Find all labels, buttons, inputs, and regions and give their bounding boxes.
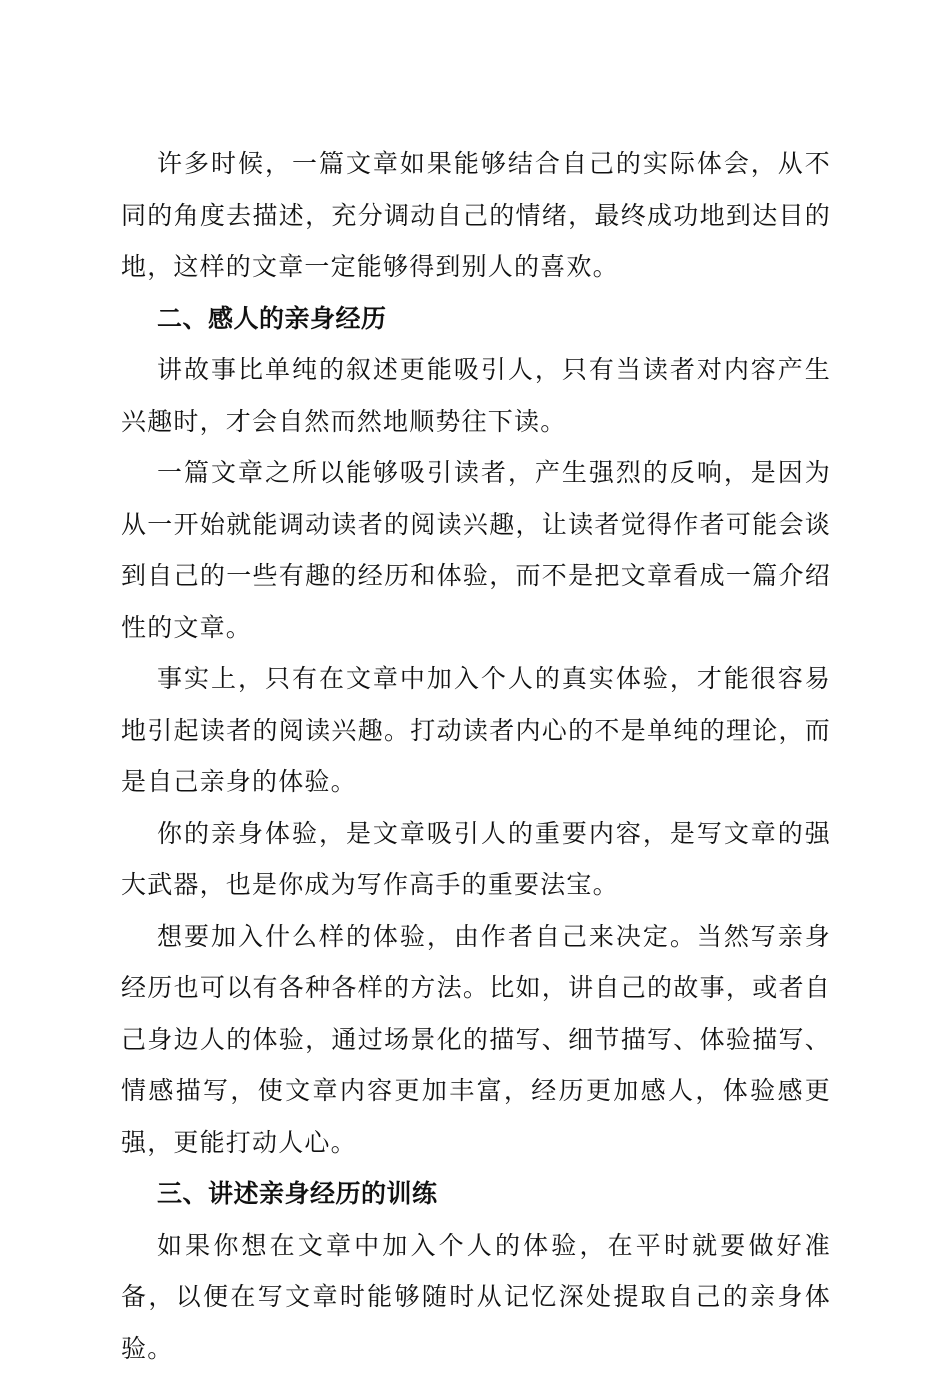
paragraph-2: 讲故事比单纯的叙述更能吸引人，只有当读者对内容产生兴趣时，才会自然而然地顺势往下读。	[121, 344, 831, 447]
section-heading-3: 三、讲述亲身经历的训练	[121, 1168, 831, 1220]
paragraph-6: 想要加入什么样的体验，由作者自己来决定。当然写亲身经历也可以有各种各样的方法。比如，讲自己的故事，或者自己身边人的体验，通过场景化的描写、细节描写、体验描写、情感描写，使文章内容更加丰富，经历更加感人，体验感更强，更能打动人心。	[121, 911, 831, 1169]
paragraph-4: 事实上，只有在文章中加入个人的真实体验，才能很容易地引起读者的阅读兴趣。打动读者内心的不是单纯的理论，而是自己亲身的体验。	[121, 653, 831, 808]
section-heading-2: 二、感人的亲身经历	[121, 293, 831, 345]
paragraph-5: 你的亲身体验，是文章吸引人的重要内容，是写文章的强大武器，也是你成为写作高手的重要法宝。	[121, 808, 831, 911]
paragraph-7: 如果你想在文章中加入个人的体验，在平时就要做好准备，以便在写文章时能够随时从记忆深处提取自己的亲身体验。	[121, 1220, 831, 1374]
paragraph-3: 一篇文章之所以能够吸引读者，产生强烈的反响，是因为从一开始就能调动读者的阅读兴趣，让读者觉得作者可能会谈到自己的一些有趣的经历和体验，而不是把文章看成一篇介绍性的文章。	[121, 447, 831, 653]
paragraph-1: 许多时候，一篇文章如果能够结合自己的实际体会，从不同的角度去描述，充分调动自己的情绪，最终成功地到达目的地，这样的文章一定能够得到别人的喜欢。	[121, 138, 831, 293]
document-page	[121, 138, 831, 1374]
